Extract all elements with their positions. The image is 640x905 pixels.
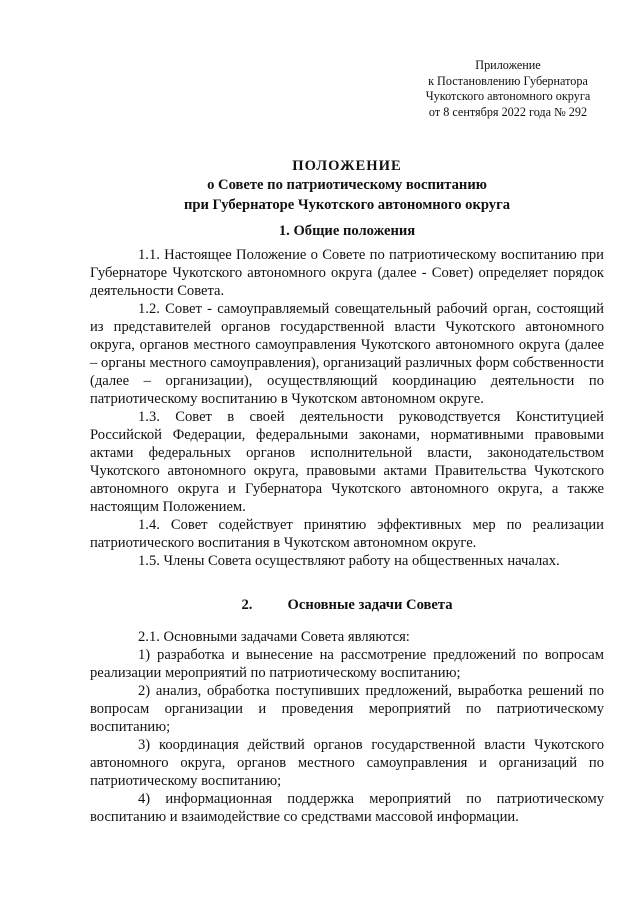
paragraph: 1.4. Совет содействует принятию эффективных мер по реализации патриотического воспитания в Чукотском автономном округе. <box>90 517 604 551</box>
section-title: Основные задачи Совета <box>287 597 453 613</box>
annex-line: Чукотского автономного округа <box>425 89 591 103</box>
annex-header <box>410 58 606 120</box>
paragraph: 2.1. Основными задачами Совета являются: <box>138 629 410 645</box>
paragraph: 2) анализ, обработка поступивших предложений, выработка решений по вопросам организации и проведения мероприятий по патриотическому воспитанию; <box>90 683 604 735</box>
paragraph: 1.3. Совет в своей деятельности руководствуется Конституцией Российской Федерации, федеральными законами, нормативными правовыми актами федеральных органов исполнительной власти, законодательством Чукотского автономного округа, правовыми актами Правительства Чукотского автономного округа и Губернатора Чукотского автономного округа, а также настоящим Положением. <box>90 409 604 515</box>
title-subtitle: при Губернаторе Чукотского автономного округа <box>183 196 511 213</box>
paragraph: 3) координация действий органов государственной власти Чукотского автономного округа, органов местного самоуправления и организаций по патриотическому воспитанию; <box>90 737 604 789</box>
paragraph: 4) информационная поддержка мероприятий по патриотическому воспитанию и взаимодействие со средствами массовой информации. <box>90 791 604 825</box>
paragraph: 1) разработка и вынесение на рассмотрение предложений по вопросам реализации мероприятий по патриотическому воспитанию; <box>90 647 604 681</box>
section-1-text <box>90 246 604 570</box>
paragraph: 1.1. Настоящее Положение о Совете по патриотическому воспитанию при Губернаторе Чукотского автономного округа (далее - Совет) определяет порядок деятельности Совета. <box>90 247 604 299</box>
section-2-text <box>90 628 604 826</box>
section-heading: 1. Общие положения <box>278 223 416 239</box>
title-main: ПОЛОЖЕНИЕ <box>292 158 402 174</box>
annex-line: от 8 сентября 2022 года № 292 <box>428 104 588 119</box>
section-heading <box>90 596 604 614</box>
title-subtitle: о Совете по патриотическому воспитанию <box>207 177 487 193</box>
annex-line: Приложение <box>475 58 541 72</box>
paragraph: 1.5. Члены Совета осуществляют работу на общественных началах. <box>138 553 560 569</box>
section-number: 2. <box>241 597 253 613</box>
paragraph: 1.2. Совет - самоуправляемый совещательный рабочий орган, состоящий из представителей органов государственной власти Чукотского автономного округа, органов местного самоуправления Чукотского автономного округа (далее – органы местного самоуправления), организаций различных форм собственности (далее – организации), осуществляющий координацию деятельности по патриотическому воспитанию в Чукотском автономном округе. <box>90 301 604 407</box>
annex-line: к Постановлению Губернатора <box>428 73 588 88</box>
document-title <box>90 156 604 215</box>
